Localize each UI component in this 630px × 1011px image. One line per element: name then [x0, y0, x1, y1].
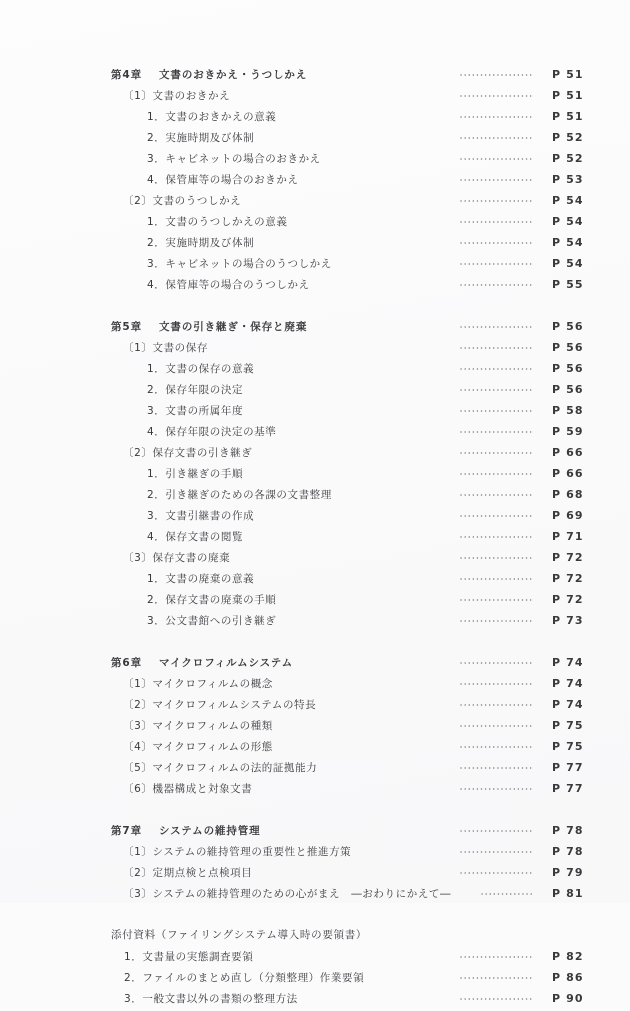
chapter-number: 第6章: [111, 657, 143, 669]
chapter-number: 第5章: [111, 321, 143, 333]
section-row[interactable]: [0, 864, 630, 885]
chapter-title: 文書の引き継ぎ・保存と廃棄: [159, 321, 308, 333]
leader-dot-line: [459, 347, 532, 349]
page-number: P 51: [552, 110, 584, 123]
chapter-heading-row[interactable]: [0, 654, 630, 675]
attachment-item-label: 1．文書量の実態調査要領: [124, 951, 254, 963]
item-label: 2．保存年限の決定: [147, 384, 244, 396]
leader-dot-line: [459, 557, 532, 559]
leader-dots: [310, 276, 532, 288]
section-row[interactable]: [0, 717, 630, 738]
leader-dot-line: [459, 956, 532, 958]
leader-dots: [230, 549, 532, 561]
leader-dot-line: [459, 977, 532, 979]
section-row[interactable]: [0, 339, 630, 360]
chapter-title: システムの維持管理: [159, 825, 261, 837]
section-label: 〔1〕システムの維持管理の重要性と推進方策: [123, 846, 352, 858]
page-number: P 74: [552, 677, 584, 690]
page-number: P 81: [552, 887, 584, 900]
leader-dot-line: [459, 431, 532, 433]
page-number: P 73: [552, 614, 584, 627]
page-number: P 75: [552, 740, 584, 753]
leader-dot-line: [459, 137, 532, 139]
attachment-heading-row: [0, 927, 630, 948]
leader-dots: [273, 675, 532, 687]
leader-dots: [254, 129, 532, 141]
page-number: P 56: [552, 320, 584, 333]
leader-dots: [332, 486, 532, 498]
leader-dots: [293, 654, 532, 666]
leader-dots: [276, 591, 532, 603]
page-number: P 51: [552, 89, 584, 102]
chapter-number: 第4章: [111, 69, 143, 81]
item-row[interactable]: [0, 570, 630, 591]
leader-dots: [243, 381, 532, 393]
section-row[interactable]: [0, 444, 630, 465]
attachment-item-label: 2．ファイルのまとめ直し（分類整理）作業要領: [124, 972, 365, 984]
leader-dot-line: [459, 998, 532, 1000]
section-label: 〔4〕マイクロフィルムの形態: [123, 741, 273, 753]
leader-dot-line: [459, 872, 532, 874]
leader-dot-line: [459, 158, 532, 160]
item-row[interactable]: [0, 213, 630, 234]
chapter-heading-row[interactable]: [0, 318, 630, 339]
item-row[interactable]: [0, 276, 630, 297]
page-number: P 72: [552, 551, 584, 564]
leader-dot-line: [459, 200, 532, 202]
page-number: P 72: [552, 572, 584, 585]
item-row[interactable]: [0, 486, 630, 507]
page-number: P 82: [552, 950, 584, 963]
leader-dot-line: [459, 116, 532, 118]
leader-dot-line: [459, 74, 532, 76]
item-row[interactable]: [0, 612, 630, 633]
item-label: 4．保管庫等の場合のうつしかえ: [147, 279, 310, 291]
leader-dots: [332, 255, 532, 267]
leader-dots: [243, 402, 532, 414]
page-number: P 74: [552, 656, 584, 669]
chapter-heading-label: [0, 319, 307, 334]
leader-dot-line: [459, 536, 532, 538]
page-number: P 75: [552, 719, 584, 732]
toc-chapter-block: [0, 822, 630, 906]
item-label: 1．文書の保存の意義: [147, 363, 255, 375]
page-number: P 53: [552, 173, 584, 186]
page-number: P 68: [552, 488, 584, 501]
leader-dot-line: [459, 599, 532, 601]
leader-dot-line: [459, 746, 532, 748]
leader-dots: [321, 150, 532, 162]
leader-dots: [316, 696, 532, 708]
item-row[interactable]: [0, 423, 630, 444]
leader-dots: [261, 822, 532, 834]
section-label: 〔3〕保存文書の廃棄: [123, 552, 231, 564]
item-row[interactable]: [0, 591, 630, 612]
leader-dot-line: [459, 242, 532, 244]
leader-dots: [254, 570, 532, 582]
leader-dots: [252, 864, 532, 876]
page-number: P 59: [552, 425, 584, 438]
page-number: P 54: [552, 236, 584, 249]
leader-dot-line: [459, 830, 532, 832]
item-label: 2．実施時期及び体制: [147, 237, 255, 249]
page-number: P 74: [552, 698, 584, 711]
section-label: 〔5〕マイクロフィルムの法的証拠能力: [123, 762, 318, 774]
leader-dots: [299, 171, 532, 183]
leader-dot-line: [459, 452, 532, 454]
item-label: 3．キャビネットの場合のうつしかえ: [147, 258, 332, 270]
attachment-item-row[interactable]: [0, 969, 630, 990]
leader-dots: [307, 318, 532, 330]
item-label: 3．文書引継書の作成: [147, 510, 255, 522]
page-number: P 78: [552, 824, 584, 837]
page-number: P 78: [552, 845, 584, 858]
leader-dot-line: [459, 221, 532, 223]
page-number: P 54: [552, 257, 584, 270]
section-row[interactable]: [0, 780, 630, 801]
leader-dot-line: [459, 473, 532, 475]
leader-dot-line: [459, 179, 532, 181]
leader-dot-line: [459, 788, 532, 790]
leader-dot-line: [459, 767, 532, 769]
page-number: P 90: [552, 992, 584, 1005]
leader-dot-line: [459, 494, 532, 496]
leader-dots: [364, 969, 532, 981]
item-row[interactable]: [0, 381, 630, 402]
chapter-number: 第7章: [111, 825, 143, 837]
section-row[interactable]: [0, 843, 630, 864]
page-number: P 66: [552, 467, 584, 480]
chapter-heading-label: [0, 655, 293, 670]
page-number: P 79: [552, 866, 584, 879]
item-label: 3．公文書館への引き継ぎ: [147, 615, 277, 627]
attachment-item-row[interactable]: [0, 990, 630, 1011]
leader-dot-line: [459, 704, 532, 706]
page-number: P 86: [552, 971, 584, 984]
item-row[interactable]: [0, 171, 630, 192]
page-number: P 71: [552, 530, 584, 543]
leader-dot-line: [459, 410, 532, 412]
leader-dot-line: [459, 662, 532, 664]
item-row[interactable]: [0, 150, 630, 171]
page-number: P 54: [552, 215, 584, 228]
leader-dots: [273, 738, 532, 750]
leader-dot-line: [459, 683, 532, 685]
section-label: 〔1〕文書のおきかえ: [123, 90, 231, 102]
section-row[interactable]: [0, 759, 630, 780]
item-label: 4．保存年限の決定の基準: [147, 426, 277, 438]
attachment-item-label: 3．一般文書以外の書類の整理方法: [124, 993, 298, 1005]
page-number: P 52: [552, 152, 584, 165]
section-row[interactable]: [0, 738, 630, 759]
attachment-item-row[interactable]: [0, 948, 630, 969]
chapter-heading-label: [0, 823, 261, 838]
leader-dots: [254, 234, 532, 246]
leader-dots: [243, 528, 532, 540]
item-row[interactable]: [0, 255, 630, 276]
leader-dot-line: [459, 620, 532, 622]
leader-dots: [243, 465, 532, 477]
leader-dots: [253, 948, 532, 960]
leader-dot-line: [459, 389, 532, 391]
section-row[interactable]: [0, 675, 630, 696]
item-label: 1．文書の廃棄の意義: [147, 573, 255, 585]
leader-dot-line: [459, 326, 532, 328]
item-row[interactable]: [0, 507, 630, 528]
item-label: 4．保管庫等の場合のおきかえ: [147, 174, 299, 186]
attachment-heading-label: 添付資料（ファイリングシステム導入時の要領書）: [111, 929, 368, 941]
item-label: 1．文書のおきかえの意義: [147, 111, 277, 123]
chapter-heading-label: [0, 67, 307, 82]
section-label: 〔6〕機器構成と対象文書: [123, 783, 253, 795]
section-row[interactable]: [0, 87, 630, 108]
leader-dots: [298, 990, 532, 1002]
section-label: 〔1〕文書の保存: [123, 342, 208, 354]
page-number: P 56: [552, 383, 584, 396]
chapter-heading-row[interactable]: [0, 66, 630, 87]
item-label: 1．文書のうつしかえの意義: [147, 216, 288, 228]
chapter-title: 文書のおきかえ・うつしかえ: [159, 69, 308, 81]
page-number: P 51: [552, 68, 584, 81]
leader-dot-line: [459, 725, 532, 727]
item-row[interactable]: [0, 528, 630, 549]
item-label: 2．保存文書の廃棄の手順: [147, 594, 277, 606]
leader-dots: [351, 843, 532, 855]
leader-dots: [241, 192, 532, 204]
toc-chapter-block: [0, 654, 630, 801]
leader-dots: [252, 444, 532, 456]
leader-dot-line: [459, 515, 532, 517]
leader-dots: [252, 780, 532, 792]
page-number: P 56: [552, 362, 584, 375]
leader-dots: [317, 759, 532, 771]
leader-dot-line: [459, 851, 532, 853]
leader-dot-line: [459, 368, 532, 370]
section-row[interactable]: [0, 192, 630, 213]
leader-dot-line: [459, 95, 532, 97]
page-number: P 55: [552, 278, 584, 291]
leader-dots: [276, 612, 532, 624]
section-label: 〔2〕文書のうつしかえ: [123, 195, 242, 207]
chapter-heading-row[interactable]: [0, 822, 630, 843]
section-label: 〔1〕マイクロフィルムの概念: [123, 678, 273, 690]
item-row[interactable]: [0, 234, 630, 255]
page-number: P 72: [552, 593, 584, 606]
page-number: P 56: [552, 341, 584, 354]
section-row[interactable]: [0, 696, 630, 717]
leader-dots: [254, 360, 532, 372]
leader-dots: [307, 66, 532, 78]
item-label: 4．保存文書の閲覧: [147, 531, 244, 543]
attachment-block: [0, 927, 630, 1011]
section-row[interactable]: [0, 549, 630, 570]
leader-dots: [254, 507, 532, 519]
leader-dots: [276, 423, 532, 435]
section-label: 〔2〕マイクロフィルムシステムの特長: [123, 699, 317, 711]
section-label: 〔2〕定期点検と点検項目: [123, 867, 253, 879]
page-number: P 54: [552, 194, 584, 207]
section-label: 〔2〕保存文書の引き継ぎ: [123, 447, 253, 459]
item-label: 3．文書の所属年度: [147, 405, 244, 417]
chapter-title: マイクロフィルムシステム: [159, 657, 294, 669]
leader-dots: [208, 339, 532, 351]
item-label: 2．引き継ぎのための各課の文書整理: [147, 489, 332, 501]
item-label: 2．実施時期及び体制: [147, 132, 255, 144]
item-row[interactable]: [0, 129, 630, 150]
leader-dots: [230, 87, 532, 99]
section-label: 〔3〕マイクロフィルムの種類: [123, 720, 273, 732]
leader-dot-line: [459, 578, 532, 580]
block-spacer: [0, 297, 630, 318]
toc-chapter-block: [0, 66, 630, 297]
page-number: P 77: [552, 761, 584, 774]
page-number: P 52: [552, 131, 584, 144]
page-number: P 77: [552, 782, 584, 795]
block-spacer: [0, 633, 630, 654]
leader-dot-line: [459, 263, 532, 265]
item-row[interactable]: [0, 402, 630, 423]
leader-dots: [451, 885, 532, 897]
leader-dot-line: [459, 284, 532, 286]
toc-chapter-block: [0, 318, 630, 633]
item-label: 3．キャビネットの場合のおきかえ: [147, 153, 321, 165]
page-number: P 66: [552, 446, 584, 459]
item-row[interactable]: [0, 465, 630, 486]
leader-dot-line: [480, 893, 532, 895]
leader-dots: [287, 213, 532, 225]
item-row[interactable]: [0, 108, 630, 129]
item-row[interactable]: [0, 360, 630, 381]
block-spacer: [0, 801, 630, 822]
section-label: 〔3〕システムの維持管理のための心がまえ ―おわりにかえて―: [123, 888, 452, 900]
page-number: P 69: [552, 509, 584, 522]
leader-dots: [273, 717, 532, 729]
block-spacer: [0, 906, 630, 927]
page-number: P 58: [552, 404, 584, 417]
item-label: 1．引き継ぎの手順: [147, 468, 244, 480]
leader-dots: [276, 108, 532, 120]
